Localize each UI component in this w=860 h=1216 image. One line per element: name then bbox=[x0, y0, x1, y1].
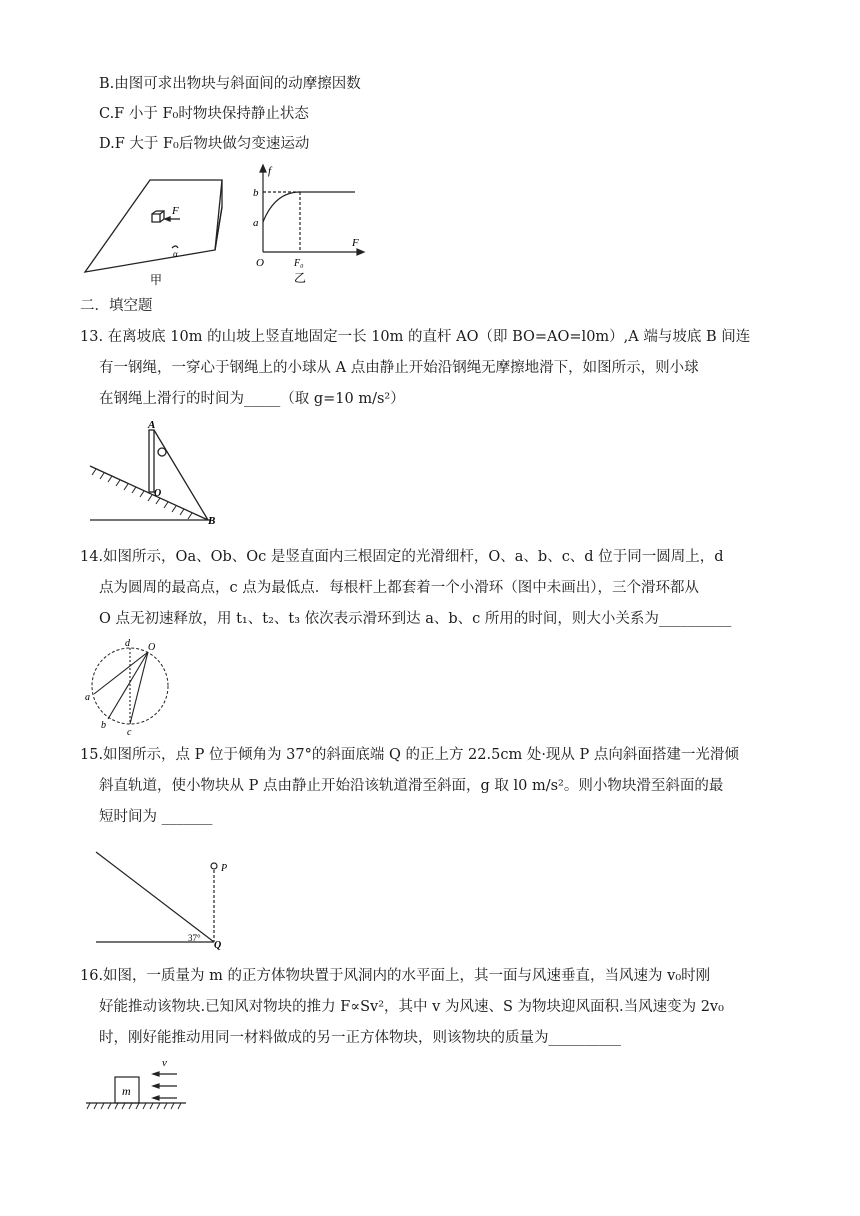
q16-label-v: v bbox=[162, 1057, 167, 1069]
q15-figure bbox=[88, 844, 248, 950]
q14-line-2: 点为圆周的最高点，c 点为最低点．每根杆上都套着一个小滑环（图中未画出），三个滑环都从 bbox=[99, 580, 699, 596]
graph-tick-f0: F₀ bbox=[294, 258, 304, 269]
q15-label-angle: 37° bbox=[188, 933, 201, 943]
graph-x-axis-label: F bbox=[352, 237, 359, 249]
q16-line-1: 16.如图，一质量为 m 的正方体物块置于风洞内的水平面上，其一面与风速垂直，当风速为 v₀时刚 bbox=[80, 968, 711, 984]
q15-label-p: P bbox=[221, 863, 228, 874]
section-heading: 二．填空题 bbox=[80, 298, 153, 314]
graph-tick-a: a bbox=[253, 217, 259, 229]
option-b: B.由图可求出物块与斜面间的动摩擦因数 bbox=[99, 76, 361, 92]
q14-line-3: O 点无初速释放，用 t₁、t₂、t₃ 依次表示滑环到达 a、b、c 所用的时间，则大小关系为__________ bbox=[99, 611, 732, 627]
q13-label-b: B bbox=[208, 515, 216, 527]
q15-line-2: 斜直轨道，使小物块从 P 点由静止开始沿该轨道滑至斜面，g 取 l0 m/s²。则小物块滑至斜面的最 bbox=[99, 778, 724, 794]
graph-origin: O bbox=[256, 257, 264, 269]
q16-figure bbox=[82, 1052, 192, 1118]
q16-line-2: 好能推动该物块.已知风对物块的推力 F∝Sv²，其中 v 为风速、S 为物块迎风面积.当风速变为 2v₀ bbox=[99, 999, 724, 1015]
incline-caption: 甲 bbox=[150, 273, 163, 287]
q15-line-3: 短时间为 _______ bbox=[99, 809, 213, 825]
q14-label-c: c bbox=[127, 727, 132, 736]
q13-label-a: A bbox=[148, 419, 156, 431]
q14-label-d: d bbox=[125, 638, 130, 649]
q16-line-3: 时，刚好能推动用同一材料做成的另一正方体物块，则该物块的质量为__________ bbox=[99, 1030, 621, 1046]
incline-diagram bbox=[85, 180, 222, 272]
q13-line-2: 有一钢绳，一穿心于钢绳上的小球从 A 点由静止开始沿钢绳无摩擦地滑下，如图所示，则小球 bbox=[99, 360, 699, 376]
q14-label-o: O bbox=[148, 642, 156, 653]
f-F-graph bbox=[260, 165, 364, 255]
graph-tick-b: b bbox=[253, 187, 259, 199]
option-d: D.F 大于 F₀后物块做匀变速运动 bbox=[99, 136, 310, 152]
q13-line-1: 13. 在离坡底 10m 的山坡上竖直地固定一长 10m 的直杆 AO（即 BO=AO=l0m）,A 端与坡底 B 间连 bbox=[80, 329, 751, 345]
q14-label-a: a bbox=[85, 692, 90, 703]
q14-line-1: 14.如图所示，Oa、Ob、Oc 是竖直面内三根固定的光滑细杆，O、a、b、c、d 位于同一圆周上，d bbox=[80, 549, 724, 565]
q13-line-3: 在钢绳上滑行的时间为_____（取 g=10 m/s²） bbox=[99, 391, 405, 407]
q14-figure bbox=[82, 636, 182, 736]
graph-y-axis-label: f bbox=[268, 165, 272, 177]
q13-label-o: O bbox=[154, 488, 162, 499]
q12-figure bbox=[80, 162, 370, 290]
q15-label-q: Q bbox=[214, 940, 222, 950]
option-c: C.F 小于 F₀时物块保持静止状态 bbox=[99, 106, 309, 122]
incline-force-label: F bbox=[172, 205, 179, 217]
graph-caption: 乙 bbox=[294, 271, 307, 285]
q14-label-b: b bbox=[101, 720, 106, 731]
q13-figure bbox=[82, 416, 222, 528]
incline-angle-label: α bbox=[173, 249, 178, 259]
q15-line-1: 15.如图所示，点 P 位于倾角为 37°的斜面底端 Q 的正上方 22.5cm 处·现从 P 点向斜面搭建一光滑倾 bbox=[80, 747, 739, 763]
q16-label-m: m bbox=[122, 1084, 131, 1098]
